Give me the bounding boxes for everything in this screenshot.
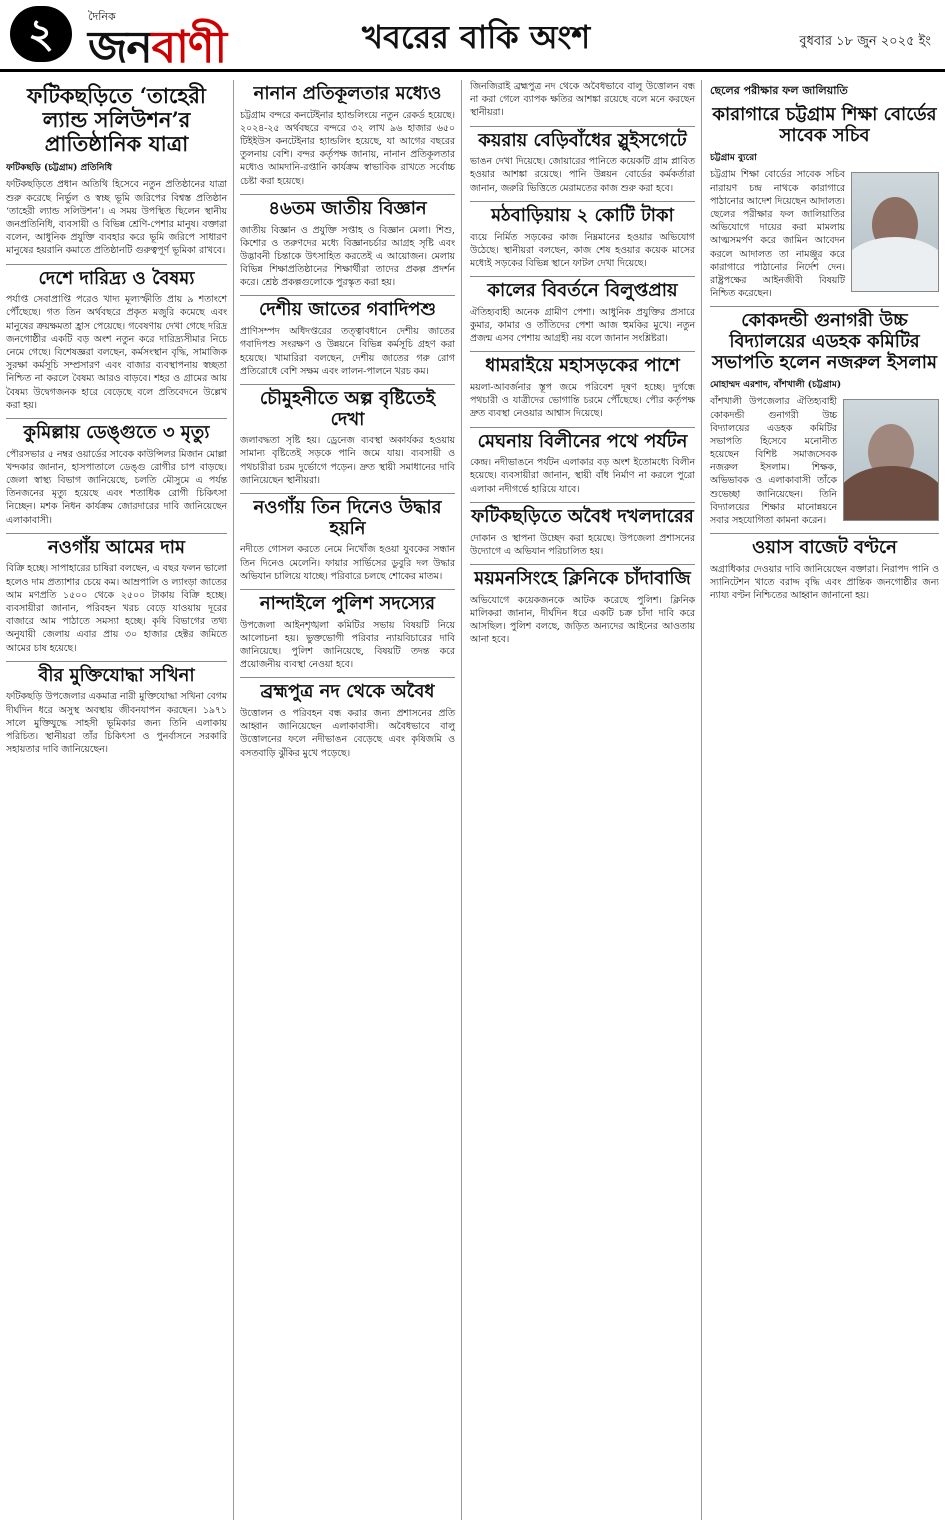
- column-2: [240, 80, 462, 1520]
- article-title: চৌমুহনীতে অল্প বৃষ্টিতেই দেখা: [259, 387, 436, 430]
- section-title: খবরের বাকি অংশ: [362, 18, 591, 56]
- article-title: ওয়াস বাজেট বণ্টনে: [752, 537, 897, 559]
- logo-part-2: বাণী: [151, 22, 227, 73]
- portrait-shoulders-shape: [851, 237, 939, 292]
- divider: [470, 351, 695, 352]
- divider: [240, 194, 455, 195]
- article-title: ৪৬তম জাতীয় বিজ্ঞান: [268, 197, 427, 219]
- divider: [6, 661, 227, 662]
- divider: [6, 533, 227, 534]
- article-title: নান্দাইলে পুলিশ সদস্যের: [259, 592, 436, 614]
- divider: [710, 533, 939, 534]
- article-body: পর্যাপ্ত সেবাপ্রাপ্তি পরেও খাদ্য মূল্যস্ফীতি প্রায় ৯ শতাংশে পৌঁছেছে। গত তিন অর্থবছরে প্রকৃত মজুরি কমেছে এবং মানুষের ক্রয়ক্ষমতা হ্রাস পেয়েছে। গবেষণায় দেখা গেছে দরিদ্র জনগোষ্ঠীর একটি বড় অংশ নতুন করে দারিদ্র্যসীমার নিচে নেমে গেছে। বিশেষজ্ঞরা বলছেন, কর্মসংস্থান বৃদ্ধি, সামাজিক সুরক্ষা কর্মসূচি সম্প্রসারণ এবং বাজার ব্যবস্থাপনায় স্বচ্ছতা নিশ্চিত না করলে বৈষম্য আরও বাড়বে। শহর ও গ্রামের আয় বৈষম্য উদ্বেগজনক হারে বেড়েছে বলে প্রতিবেদনে উল্লেখ করা হয়।: [6, 294, 227, 411]
- article-body: উত্তোলন ও পরিবহন বন্ধ করার জন্য প্রশাসনের প্রতি আহ্বান জানিয়েছেন এলাকাবাসী। অবৈধভাবে বালু উত্তোলনের ফলে নদীভাঙন বেড়েছে এবং কৃষিজমি ও বসতবাড়ি ঝুঁকির মুখে পড়েছে।: [240, 708, 455, 759]
- article-title: কয়রায় বেড়িবাঁধের স্লুইসগেটে: [478, 129, 687, 151]
- newspaper-logo: [88, 14, 226, 87]
- divider: [240, 384, 455, 385]
- article-body: চট্টগ্রাম বন্দরে কনটেইনার হ্যান্ডলিংয়ে নতুন রেকর্ড হয়েছে। ২০২৪-২৫ অর্থবছরে বন্দরে ৩২ লাখ ৯৬ হাজার ৬৫০ টিইইউস কনটেইনার হ্যান্ডলিং হয়েছে, যা আগের বছরের তুলনায় বেশি। বন্দর কর্তৃপক্ষ জানায়, নানান প্রতিকূলতার মধ্যেও আমদানি-রপ্তানি কার্যক্রম স্বাভাবিক রাখতে সর্বোচ্চ চেষ্টা করা হয়েছে।: [240, 109, 455, 187]
- article-body: উপজেলা আইনশৃঙ্খলা কমিটির সভায় বিষয়টি নিয়ে আলোচনা হয়। ভুক্তভোগী পরিবার ন্যায়বিচারের দাবি জানিয়েছে। পুলিশ জানিয়েছে, বিষয়টি তদন্ত করে প্রয়োজনীয় ব্যবস্থা নেওয়া হবে।: [240, 619, 455, 671]
- article-body: বিক্রি হচ্ছে। সাপাহারের চাষিরা বলছেন, এ বছর ফলন ভালো হলেও দাম প্রত্যাশার চেয়ে কম। আম্রপালি ও ল্যাংড়া জাতের আম মণপ্রতি ১৫০০ থেকে ২৫০০ টাকায় বিক্রি হচ্ছে। ব্যবসায়ীরা জানান, পরিবহন খরচ বেড়ে যাওয়ায় দূরের বাজারে আম পাঠাতে সমস্যা হচ্ছে। কৃষি বিভাগের তথ্য অনুযায়ী জেলায় এবার প্রায় ৩০ হাজার হেক্টর জমিতে আমের চাষ হয়েছে।: [6, 563, 227, 654]
- divider: [470, 201, 695, 202]
- article-byline: মোহাম্মদ এরশাদ, বাঁশখালী (চট্টগ্রাম): [710, 380, 842, 391]
- article-title: নানান প্রতিকূলতার মধ্যেও: [253, 83, 442, 104]
- article-body: ময়লা-আবর্জনার স্তূপ জমে পরিবেশ দূষণ হচ্ছে। দুর্গন্ধে পথচারী ও যাত্রীদের ভোগান্তি চরমে পৌঁছেছে। পৌর কর্তৃপক্ষ দ্রুত ব্যবস্থা নেওয়ার আশ্বাস দিয়েছে।: [470, 382, 695, 420]
- article-title: মেঘনায় বিলীনের পথে পর্যটন: [477, 430, 688, 452]
- article-title: ব্রহ্মপুত্র নদ থেকে অবৈধ: [260, 681, 435, 703]
- divider: [240, 295, 455, 296]
- article-title: কারাগারে চট্টগ্রাম শিক্ষা বোর্ডের সাবেক সচিব: [712, 104, 937, 146]
- divider: [470, 564, 695, 565]
- article-body: পৌরসভার ৫ নম্বর ওয়ার্ডের সাবেক কাউন্সিলর মিজান মোল্লা খন্দকার জানান, হাসপাতালে ডেঙ্গু রোগীর চাপ বাড়ছে। জেলা স্বাস্থ্য বিভাগ জানিয়েছে, চলতি মৌসুমে এ পর্যন্ত তিনজনের মৃত্যু হয়েছে এবং শতাধিক রোগী চিকিৎসা নিচ্ছেন। মশক নিধন কার্যক্রম জোরদারের দাবি জানিয়েছেন এলাকাবাসী।: [6, 448, 227, 526]
- article-title: ফটিকছড়িতে অবৈধ দখলদারের: [471, 505, 694, 527]
- divider: [240, 589, 455, 590]
- article-body: চট্টগ্রাম শিক্ষা বোর্ডের সাবেক সচিব নারায়ণ চন্দ্র নাথকে কারাগারে পাঠানোর আদেশ দিয়েছেন আদালত। ছেলের পরীক্ষার ফল জালিয়াতির অভিযোগে দায়ের করা মামলায় আত্মসমর্পণ করে জামিন আবেদন করলে আদালত তা নামঞ্জুর করে কারাগারে পাঠানোর নির্দেশ দেন। রাষ্ট্রপক্ষের আইনজীবী বিষয়টি নিশ্চিত করেছেন।: [710, 169, 845, 300]
- article-byline: ফটিকছড়ি (চট্টগ্রাম) প্রতিনিধি: [6, 163, 113, 174]
- article-title: ময়মনসিংহে ক্লিনিকে চাঁদাবাজি: [474, 567, 691, 589]
- article-body: ভাঙন দেখা দিয়েছে। জোয়ারের পানিতে কয়েকটি গ্রাম প্লাবিত হওয়ার আশঙ্কা রয়েছে। পানি উন্নয়ন বোর্ডের কর্মকর্তারা জানান, জরুরি ভিত্তিতে মেরামতের কাজ শুরু করা হবে।: [470, 156, 695, 194]
- article-body: ব্যয়ে নির্মিত সড়কের কাজ নিম্নমানের হওয়ার অভিযোগ উঠেছে। স্থানীয়রা বলছেন, কাজ শেষ হওয়ার কয়েক মাসের মধ্যেই সড়কের বিভিন্ন স্থানে ফাটল দেখা দিয়েছে।: [470, 231, 695, 269]
- article-body: জিনজিরাই ব্রহ্মপুত্র নদ থেকে অবৈধভাবে বালু উত্তোলন বন্ধ না করা গেলে ব্যাপক ক্ষতির আশঙ্কা রয়েছে বলে মনে করছেন স্থানীয়রা।: [470, 81, 695, 119]
- portrait-shoulders-shape: [843, 466, 939, 521]
- masthead: [0, 0, 945, 72]
- article-title: কুমিল্লায় ডেঙ্গুতে ৩ মৃত্যু: [23, 421, 210, 443]
- divider: [470, 276, 695, 277]
- portrait-photo: [851, 172, 939, 292]
- divider: [470, 502, 695, 503]
- article-body: ঐতিহ্যবাহী অনেক গ্রামীণ পেশা। আধুনিক প্রযুক্তির প্রসারে কুমার, কামার ও তাঁতিদের পেশা আজ হুমকির মুখে। নতুন প্রজন্ম এসব পেশায় আগ্রহী নয় বলে জানান সংশ্লিষ্টরা।: [470, 306, 695, 345]
- column-4: [710, 80, 939, 1520]
- logo-part-1: জন: [88, 22, 152, 73]
- article-title: ফটিকছড়িতে ‘তাহেরী ল্যান্ড সলিউশন’র প্রাতিষ্ঠানিক যাত্রা: [27, 83, 206, 157]
- column-3: [470, 80, 702, 1520]
- divider: [470, 427, 695, 428]
- article-body: অগ্রাধিকার দেওয়ার দাবি জানিয়েছেন বক্তারা। নিরাপদ পানি ও স্যানিটেশন খাতে বরাদ্দ বৃদ্ধি এবং প্রান্তিক জনগোষ্ঠীর জন্য ন্যায্য বণ্টন নিশ্চিতের আহ্বান জানানো হয়।: [710, 563, 939, 602]
- article-body: নদীতে গোসল করতে নেমে নিখোঁজ হওয়া যুবকের সন্ধান তিন দিনেও মেলেনি। ফায়ার সার্ভিসের ডুবুরি দল উদ্ধার অভিযান চালিয়ে যাচ্ছে। পরিবারে চলছে শোকের মাতম।: [240, 544, 455, 582]
- article-body: ফটিকছড়ি উপজেলার একমাত্র নারী মুক্তিযোদ্ধা সখিনা বেগম দীর্ঘদিন ধরে অসুস্থ অবস্থায় জীবনযাপন করছেন। ১৯৭১ সালে মুক্তিযুদ্ধে সাহসী ভূমিকার জন্য তিনি এলাকায় পরিচিত। স্থানীয়রা তাঁর চিকিৎসা ও পুনর্বাসনে সরকারি সহায়তার দাবি জানিয়েছেন।: [6, 691, 227, 756]
- article-body: জলাবদ্ধতা সৃষ্টি হয়। ড্রেনেজ ব্যবস্থা অকার্যকর হওয়ায় সামান্য বৃষ্টিতেই সড়কে পানি জমে যায়। ব্যবসায়ী ও পথচারীরা চরম দুর্ভোগে পড়েন। দ্রুত স্থায়ী সমাধানের দাবি জানিয়েছেন স্থানীয়রা।: [240, 435, 455, 486]
- article-title: কোকদন্ডী গুনাগরী উচ্চ বিদ্যালয়ের এডহক কমিটির সভাপতি হলেন নজরুল ইসলাম: [712, 310, 937, 373]
- article-body: প্রাণিসম্পদ অধিদপ্তরের তত্ত্বাবধানে দেশীয় জাতের গবাদিপশু সংরক্ষণ ও উন্নয়নে বিভিন্ন কর্মসূচি গ্রহণ করা হয়েছে। খামারিরা বলছেন, দেশীয় জাতের গরু রোগ প্রতিরোধে বেশি সক্ষম এবং লালন-পালনে খরচ কম।: [240, 326, 455, 377]
- column-1: [6, 80, 234, 1520]
- article-title: নওগাঁয় তিন দিনেও উদ্ধার হয়নি: [253, 497, 442, 539]
- divider: [240, 677, 455, 678]
- article-byline: চট্টগ্রাম ব্যুরো: [710, 153, 757, 164]
- divider: [6, 418, 227, 419]
- portrait-photo: [843, 399, 939, 521]
- divider: [710, 306, 939, 307]
- article-title: বীর মুক্তিযোদ্ধা সখিনা: [38, 664, 195, 686]
- page-number: ২: [10, 6, 72, 62]
- article-body: দোকান ও স্থাপনা উচ্ছেদ করা হয়েছে। উপজেলা প্রশাসনের উদ্যোগে এ অভিযান পরিচালিত হয়।: [470, 532, 695, 557]
- article-title: ধামরাইয়ে মহাসড়কের পাশে: [485, 355, 680, 377]
- article-title: দেশীয় জাতের গবাদিপশু: [258, 299, 436, 321]
- divider: [6, 264, 227, 265]
- article-body: ফটিকছড়িতে প্রধান অতিথি হিসেবে নতুন প্রতিষ্ঠানের যাত্রা শুরু করেছে নির্ভুল ও স্বচ্ছ ভূমি জরিপের বিশ্বস্ত প্রতিষ্ঠান ‘তাহেরী ল্যান্ড সলিউশন’। এ সময় উপস্থিত ছিলেন স্থানীয় জনপ্রতিনিধি, ব্যবসায়ী ও বিভিন্ন শ্রেণি-পেশার মানুষ। বক্তারা বলেন, আধুনিক প্রযুক্তি ব্যবহার করে ভূমি জরিপে সাধারণ মানুষের হয়রানি কমাতে প্রতিষ্ঠানটি গুরুত্বপূর্ণ ভূমিকা রাখবে।: [6, 179, 227, 257]
- article-title: কালের বিবর্তনে বিলুপ্তপ্রায়: [487, 280, 678, 302]
- article-kicker: ছেলের পরীক্ষার ফল জালিয়াতি: [710, 84, 848, 97]
- page-date: বুধবার ১৮ জুন ২০২৫ ইং: [799, 34, 931, 49]
- paper-daily-label: দৈনিক: [88, 10, 116, 23]
- divider: [240, 493, 455, 494]
- article-body: বাঁশখালী উপজেলার ঐতিহ্যবাহী কোকদন্ডী গুনাগরী উচ্চ বিদ্যালয়ের এডহক কমিটির সভাপতি হিসেবে মনোনীত হয়েছেন বিশিষ্ট সমাজসেবক নজরুল ইসলাম। শিক্ষক, অভিভাবক ও এলাকাবাসী তাঁকে শুভেচ্ছা জানিয়েছেন। তিনি বিদ্যালয়ের শিক্ষার মানোন্নয়নে সবার সহযোগিতা কামনা করেন।: [710, 396, 837, 526]
- article-body: জাতীয় বিজ্ঞান ও প্রযুক্তি সপ্তাহ ও বিজ্ঞান মেলা। শিশু, কিশোর ও তরুণদের মধ্যে বিজ্ঞানচর্চার আগ্রহ সৃষ্টি এবং উদ্ভাবনী চিন্তাকে উৎসাহিত করতেই এ আয়োজন। মেলায় বিভিন্ন শিক্ষাপ্রতিষ্ঠানের শিক্ষার্থীরা তাদের প্রকল্প প্রদর্শন করে। শ্রেষ্ঠ প্রকল্পগুলোকে পুরস্কৃত করা হয়।: [240, 224, 455, 289]
- article-body: কেন্দ্র। নদীভাঙনে পর্যটন এলাকার বড় অংশ ইতোমধ্যে বিলীন হয়েছে। ব্যবসায়ীরা জানান, স্থায়ী বাঁধ নির্মাণ না করলে পুরো এলাকা নদীগর্ভে হারিয়ে যাবে।: [470, 457, 695, 495]
- article-title: নওগাঁয় আমের দাম: [48, 536, 185, 558]
- article-title: দেশে দারিদ্র্য ও বৈষম্য: [38, 267, 195, 289]
- article-title: মঠবাড়িয়ায় ২ কোটি টাকা: [491, 204, 674, 226]
- article-body: অভিযোগে কয়েকজনকে আটক করেছে পুলিশ। ক্লিনিক মালিকরা জানান, দীর্ঘদিন ধরে একটি চক্র চাঁদা দাবি করে আসছিল। পুলিশ বলছে, জড়িত অন্যদের আইনের আওতায় আনা হবে।: [470, 594, 695, 646]
- divider: [470, 126, 695, 127]
